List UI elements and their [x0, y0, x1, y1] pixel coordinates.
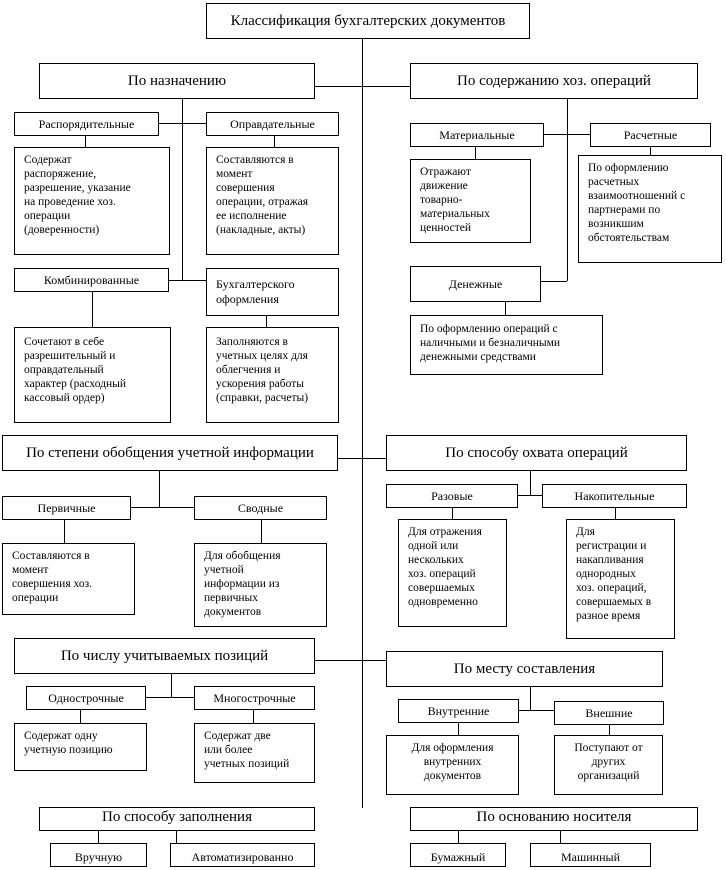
node-material: Материальные: [410, 123, 544, 147]
desc-monetary: По оформлению операций с наличными и безналичными денежными средствами: [410, 315, 603, 375]
category-generalization: По степени обобщения учетной информации: [2, 435, 338, 471]
node-monetary: Денежные: [410, 266, 541, 302]
category-place: По месту составления: [386, 651, 663, 687]
node-multi-line: Многострочные: [194, 686, 315, 710]
desc-internal: Для оформления внутренних документов: [386, 735, 519, 795]
root-title: Классификация бухгалтерских документов: [206, 3, 530, 39]
desc-summary: Для обобщения учетной информации из первичных документов: [194, 543, 327, 627]
category-content: По содержанию хоз. операций: [410, 63, 698, 99]
node-summary: Сводные: [194, 496, 327, 520]
node-cumulative: Накопительные: [542, 484, 687, 508]
node-external: Внешние: [554, 701, 664, 725]
category-purpose: По назначению: [39, 63, 315, 99]
node-machine: Машинный: [530, 843, 651, 867]
category-medium: По основанию носителя: [410, 807, 698, 831]
desc-administrative: Содержат распоряжение, разрешение, указание на проведение хоз. операции (доверенности): [14, 147, 170, 255]
node-primary: Первичные: [2, 496, 131, 520]
desc-accounting: Заполняются в учетных целях для облегчения и ускорения работы (справки, расчеты): [206, 327, 339, 423]
desc-single: Для отражения одной или нескольких хоз. операций совершаемых одновременно: [398, 519, 507, 627]
desc-settlement: По оформлению расчетных взаимоотношений с партнерами по возникшим обстоятельствам: [578, 155, 722, 263]
desc-justifying: Составляются в момент совершения операции, отражая ее исполнение (накладные, акты): [206, 147, 339, 255]
node-manual: Вручную: [50, 843, 147, 867]
category-filling: По способу заполнения: [39, 807, 315, 831]
desc-single-line: Содержат одну учетную позицию: [14, 723, 147, 771]
category-positions: По числу учитываемых позиций: [14, 638, 315, 674]
node-single: Разовые: [386, 484, 518, 508]
node-settlement: Расчетные: [590, 123, 711, 147]
node-combined: Комбинированные: [14, 268, 169, 292]
category-coverage: По способу охвата операций: [386, 435, 687, 471]
node-accounting: Бухгалтерского оформления: [206, 268, 339, 316]
node-justifying: Оправдательные: [206, 112, 339, 136]
desc-primary: Составляются в момент совершения хоз. операции: [2, 543, 135, 615]
node-paper: Бумажный: [410, 843, 506, 867]
desc-multi-line: Содержат две или более учетных позиций: [194, 723, 315, 783]
node-automated: Автоматизированно: [170, 843, 315, 867]
desc-material: Отражают движение товарно- материальных ценностей: [410, 159, 531, 243]
node-internal: Внутренние: [398, 699, 519, 723]
desc-combined: Сочетают в себе разрешительный и оправдательный характер (расходный кассовый ордер): [14, 327, 171, 423]
node-administrative: Распорядительные: [14, 112, 159, 136]
node-single-line: Однострочные: [26, 686, 146, 710]
desc-external: Поступают от других организаций: [554, 735, 663, 795]
desc-cumulative: Для регистрации и накапливания однородных хоз. операций, совершаемых в разное время: [566, 519, 675, 639]
